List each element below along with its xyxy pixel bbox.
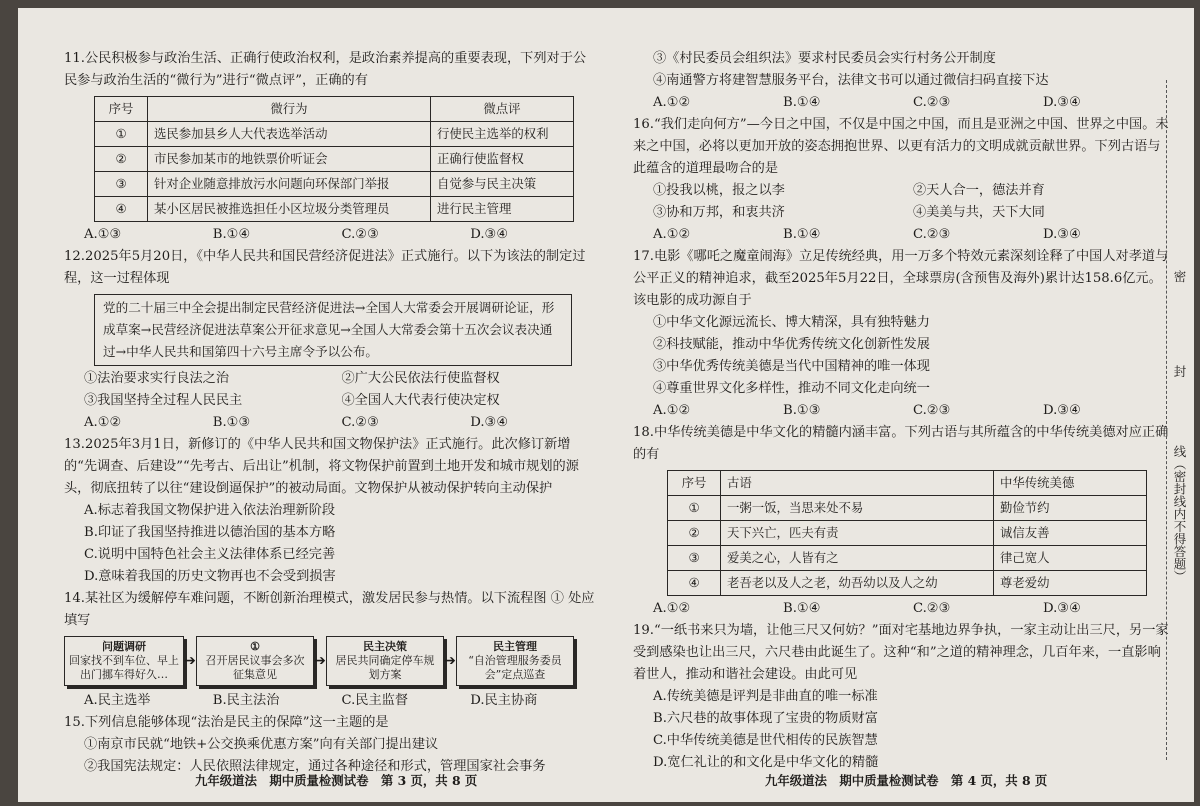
table-row: [95, 147, 574, 172]
row-virtue: 律己宽人: [994, 546, 1147, 571]
q16-items: [633, 180, 1173, 224]
option-a: A.①②: [653, 403, 691, 418]
flow-body: “自治管理服务委员会”定点巡查: [468, 654, 562, 681]
option-b: B.①④: [783, 95, 821, 110]
option-a: A.①②: [84, 415, 122, 430]
table-row: [95, 122, 574, 147]
q13-stem: 13.2025年3月1日，新修订的《中华人民共和国文物保护法》正式施行。此次修订新增的“先调查、后建设”“先考古、后出让”机制，将文物保护前置到土地开发和城市规划的源头，彻底扭转了以往“建设倒逼保护”的被动局面。文物保护从被动保护转向主动保护: [64, 437, 579, 496]
option-c: C.②③: [341, 227, 379, 242]
page-footer-left: 九年级道法 期中质量检测试卷 第 3 页，共 8 页: [195, 773, 478, 788]
option-b: B.①④: [212, 227, 251, 242]
q15-options: [633, 92, 1173, 114]
q15-stem: 15.下列信息能够体现“法治是民主的保障”这一主题的是: [64, 715, 389, 730]
option-d: D.宽仁礼让的和文化是中华文化的精髓: [653, 755, 879, 770]
item-2: ②我国宪法规定：人民依照法律规定，通过各种途径和形式，管理国家社会事务: [84, 759, 546, 774]
option-b: B.①④: [783, 601, 821, 616]
table-row: [95, 172, 574, 197]
flow-step-research: [64, 636, 184, 686]
row-number: ④: [668, 571, 721, 596]
item-3: ③中华优秀传统美德是当代中国精神的唯一体现: [653, 359, 930, 374]
flow-step-decision: [326, 636, 444, 686]
q17-options: [633, 400, 1173, 422]
q14-stem: 14.某社区为缓解停车难问题，不断创新治理模式，激发居民参与热情。以下流程图 ① 处应填写: [64, 591, 595, 628]
option-c: C.②③: [913, 601, 951, 616]
row-virtue: 诚信友善: [994, 521, 1147, 546]
item-3: ③我国坚持全过程人民民主: [84, 393, 243, 408]
option-d: D.③④: [470, 415, 509, 430]
item-4: ④美美与共，天下大同: [913, 205, 1045, 220]
row-saying: 天下兴亡，匹夫有责: [721, 521, 994, 546]
row-saying: 一粥一饭，当思来处不易: [721, 496, 994, 521]
option-a: A.传统美德是评判是非曲直的唯一标准: [653, 689, 878, 704]
option-b: B.①④: [783, 227, 821, 242]
option-c: C.说明中国特色社会主义法律体系已经完善: [84, 547, 336, 562]
q11-table: [94, 96, 574, 222]
q18-options: [633, 598, 1173, 620]
row-virtue: 尊老爱幼: [994, 571, 1147, 596]
row-number: ③: [95, 172, 148, 197]
option-c: C.②③: [913, 95, 951, 110]
option-c: C.民主监督: [341, 693, 409, 708]
table-row: [668, 496, 1147, 521]
item-4: ④南通警方将建智慧服务平台，法律文书可以通过微信扫码直接下达: [653, 73, 1049, 88]
q12-process-box: 党的二十届三中全会提出制定民营经济促进法→全国人大常委会开展调研论证，形成草案→民营经济促进法草案公开征求意见→全国人大常委会第十五次会议表决通过→中华人民共和国第四十六号主席令予以公布。: [94, 294, 572, 366]
option-d: D.民主协商: [470, 693, 538, 708]
row-comment: 正确行使监督权: [431, 147, 574, 172]
arrow-right-icon: ➔: [184, 653, 196, 669]
seal-char-feng: 封: [1172, 365, 1187, 378]
flow-title: 民主管理: [493, 640, 537, 653]
option-a: A.①②: [653, 601, 691, 616]
item-4: ④尊重世界文化多样性，推动不同文化走向统一: [653, 381, 930, 396]
q18-header-virtue: 中华传统美德: [994, 471, 1147, 496]
q11-header-no: 序号: [95, 97, 148, 122]
q18-header-saying: 古语: [721, 471, 994, 496]
item-1: ①法治要求实行良法之治: [84, 371, 230, 386]
item-1: ①投我以桃，报之以李: [653, 183, 785, 198]
right-page: [633, 48, 1173, 774]
q18-table: [667, 470, 1147, 596]
q11-stem: 11.公民积极参与政治生活、正确行使政治权利，是政治素养提高的重要表现，下列对于公民参与政治生活的“微行为”进行“微点评”，正确的有: [64, 51, 587, 88]
item-2: ②广大公民依法行使监督权: [341, 371, 500, 386]
flow-title: 问题调研: [102, 640, 146, 653]
option-a: A.①②: [653, 227, 691, 242]
row-comment: 行使民主选举的权利: [431, 122, 574, 147]
q17-stem: 17.电影《哪吒之魔童闹海》立足传统经典，用一万多个特效元素深刻诠释了中国人对孝道与公平正义的精神追求，截至2025年5月22日，全球票房(含预售及海外)累计达158.6亿元。该电影的成功源自于: [633, 249, 1169, 308]
row-saying: 老吾老以及人之老，幼吾幼以及人之幼: [721, 571, 994, 596]
option-a: A.①②: [653, 95, 691, 110]
seal-char-xian: 线（密封线内不得答题）: [1172, 445, 1187, 583]
option-b: B.六尺巷的故事体现了宝贵的物质财富: [653, 711, 878, 726]
row-act: 针对企业随意排放污水问题向环保部门举报: [148, 172, 431, 197]
q11-options: [64, 224, 599, 246]
q12-options: [64, 412, 599, 434]
flow-step-blank: [196, 636, 314, 686]
item-3: ③《村民委员会组织法》要求村民委员会实行村务公开制度: [653, 51, 996, 66]
option-c: C.②③: [913, 227, 951, 242]
option-d: D.③④: [1043, 95, 1081, 110]
item-1: ①南京市民就“地铁+公交换乘优惠方案”向有关部门提出建议: [84, 737, 439, 752]
q12-stem: 12.2025年5月20日，《中华人民共和国民营经济促进法》正式施行。以下为该法的制定过程，这一过程体现: [64, 249, 586, 286]
row-act: 选民参加县乡人大代表选举活动: [148, 122, 431, 147]
row-virtue: 勤俭节约: [994, 496, 1147, 521]
q14-flowchart: [64, 636, 599, 686]
flow-title: 民主决策: [363, 640, 407, 653]
option-b: B.①③: [212, 415, 251, 430]
seal-char-mi: 密: [1172, 270, 1187, 283]
q11-header-comment: 微点评: [431, 97, 574, 122]
q18-header-no: 序号: [668, 471, 721, 496]
row-act: 某小区居民被推选担任小区垃圾分类管理员: [148, 197, 431, 222]
left-page: [64, 48, 599, 778]
option-d: D.③④: [470, 227, 509, 242]
table-row: [95, 197, 574, 222]
row-saying: 爱美之心，人皆有之: [721, 546, 994, 571]
q19-stem: 19.“一纸书来只为墙，让他三尺又何妨？”面对宅基地边界争执，一家主动让出三尺，另一家受到感染也让出三尺，六尺巷由此诞生了。这种“和”之道的精神理念，几百年来，一直影响着世人，推动和谐社会建设。由此可见: [633, 623, 1169, 682]
item-1: ①中华文化源远流长、博大精深，具有独特魅力: [653, 315, 930, 330]
table-row: [668, 571, 1147, 596]
row-number: ①: [95, 122, 148, 147]
row-number: ③: [668, 546, 721, 571]
option-c: C.中华传统美德是世代相传的民族智慧: [653, 733, 878, 748]
flow-step-management: [456, 636, 574, 686]
q11-header-act: 微行为: [148, 97, 431, 122]
seal-line: [1166, 80, 1189, 760]
row-comment: 自觉参与民主决策: [431, 172, 574, 197]
option-d: D.③④: [1043, 403, 1081, 418]
q16-stem: 16.“我们走向何方”—今日之中国，不仅是中国之中国，而且是亚洲之中国、世界之中国。未来之中国，必将以更加开放的姿态拥抱世界、以更有活力的文明成就贡献世界。下列古语与此蕴含的道理最吻合的是: [633, 117, 1169, 176]
item-2: ②天人合一，德法并育: [913, 183, 1045, 198]
table-row: [668, 521, 1147, 546]
option-b: B.印证了我国坚持推进以德治国的基本方略: [84, 525, 336, 540]
option-d: D.③④: [1043, 227, 1081, 242]
option-c: C.②③: [341, 415, 379, 430]
table-row: [668, 546, 1147, 571]
option-a: A.①③: [84, 227, 122, 242]
item-4: ④全国人大代表行使决定权: [341, 393, 500, 408]
row-act: 市民参加某市的地铁票价听证会: [148, 147, 431, 172]
row-number: ①: [668, 496, 721, 521]
flow-body: 回家找不到车位、早上出门挪车得好久…: [69, 654, 179, 681]
option-a: A.民主选举: [84, 693, 151, 708]
row-number: ④: [95, 197, 148, 222]
option-c: C.②③: [913, 403, 951, 418]
q18-stem: 18.中华传统美德是中华文化的精髓内涵丰富。下列古语与其所蕴含的中华传统美德对应正确的有: [633, 425, 1169, 462]
flow-body: 召开居民议事会多次征集意见: [205, 654, 305, 681]
option-d: D.③④: [1043, 601, 1081, 616]
q14-options: [64, 690, 599, 712]
flow-body: 居民共同确定停车规划方案: [335, 654, 435, 681]
item-3: ③协和万邦，和衷共济: [653, 205, 785, 220]
row-comment: 进行民主管理: [431, 197, 574, 222]
option-b: B.民主法治: [212, 693, 280, 708]
option-d: D.意味着我国的历史文物再也不会受到损害: [84, 569, 336, 584]
row-number: ②: [668, 521, 721, 546]
flow-title: ①: [250, 640, 260, 653]
item-2: ②科技赋能，推动中华优秀传统文化创新性发展: [653, 337, 930, 352]
option-a: A.标志着我国文物保护进入依法治理新阶段: [84, 503, 336, 518]
page-footer-right: 九年级道法 期中质量检测试卷 第 4 页，共 8 页: [765, 773, 1048, 788]
option-b: B.①③: [783, 403, 821, 418]
arrow-right-icon: ➔: [444, 653, 456, 669]
q16-options: [633, 224, 1173, 246]
q12-items: [64, 368, 599, 412]
row-number: ②: [95, 147, 148, 172]
arrow-right-icon: ➔: [314, 653, 326, 669]
